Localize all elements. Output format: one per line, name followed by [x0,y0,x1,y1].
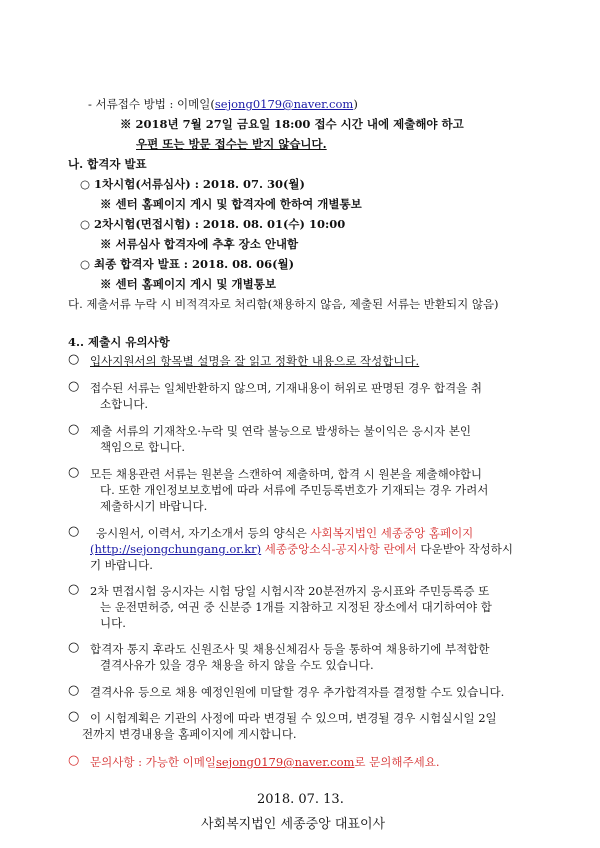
notice-item-3: 제출 서류의 기재착오·누락 및 연락 불능으로 발생하는 불이익은 응시자 본인 [90,424,471,438]
bullet-icon: ○ [68,352,80,367]
notice-item-5-text: 응시원서, 이력서, 자기소개서 등의 양식은 [96,526,311,540]
submission-method [88,96,358,112]
notice-item-5-cont2: 기 바랍니다. [90,558,153,572]
homepage-url-link[interactable]: (http://sejongchungang.or.kr) [90,542,262,556]
homepage-name: 사회복지법인 세종중앙 홈페이지 [310,526,474,540]
inquiry-suffix: 로 문의해주세요. [354,755,440,769]
document-date: 2018. 07. 13. [257,792,344,807]
notice-item-3-cont: 책임으로 합니다. [100,440,186,454]
final-schedule: ○ 최종 합격자 발표 : 2018. 08. 06(월) [80,257,295,271]
inquiry-line [90,754,439,770]
notice-board-path: 세종중앙소식-공지사항 란에서 [261,542,417,556]
bullet-icon: ○ [68,683,80,698]
notice-item-6-cont1: 는 운전면허증, 여권 중 신분증 1개를 지참하고 지정된 장소에서 대기하여야 합 [100,600,492,614]
bullet-icon: ○ [68,465,80,480]
round1-note: ※ 센터 홈페이지 게시 및 합격자에 한하여 개별통보 [100,197,362,211]
submission-method-suffix: ) [353,97,358,111]
bullet-icon: ○ [68,753,80,768]
final-note: ※ 센터 홈페이지 게시 및 개별통보 [100,277,276,291]
submission-method-prefix: - 서류접수 방법 : 이메일( [88,97,215,111]
bullet-icon: ○ [68,379,80,394]
inquiry-prefix: 문의사항 : 가능한 이메일 [90,755,216,769]
notice-item-5 [96,525,473,541]
deadline-note: ※ 2018년 7월 27일 금요일 18:00 접수 시간 내에 제출해야 하고 [120,117,464,131]
notice-item-8: 결격사유 등으로 채용 예정인원에 미달할 경우 추가합격자를 결정할 수도 있습니다. [90,685,505,699]
notice-item-5-tail: 다운받아 작성하시 [416,542,513,556]
announce-heading: 나. 합격자 발표 [68,157,147,171]
bullet-icon: ○ [68,582,80,597]
notice-item-2-cont: 소합니다. [100,397,149,411]
notice-item-1: 입사지원서의 항목별 설명을 잘 읽고 정확한 내용으로 작성합니다. [90,354,420,368]
notice-item-9: 이 시험계획은 기관의 사정에 따라 변경될 수 있으며, 변경될 경우 시험실시일 2일 [90,711,497,725]
round2-schedule: ○ 2차시험(면접시험) : 2018. 08. 01(수) 10:00 [80,217,346,231]
missing-docs-note: 다. 제출서류 누락 시 비적격자로 처리함(채용하지 않음, 제출된 서류는 반환되지 않음) [68,297,499,311]
notice-item-2: 접수된 서류는 일체반환하지 않으며, 기재내용이 허위로 판명된 경우 합격을 취 [90,381,483,395]
round1-schedule: ○ 1차시험(서류심사) : 2018. 07. 30(월) [80,177,305,191]
inquiry-email-link[interactable]: sejong0179@naver.com [215,755,355,769]
bullet-icon: ○ [68,524,80,539]
section4-heading: 4.. 제출시 유의사항 [68,335,170,349]
notice-item-4-cont1: 다. 또한 개인정보보호법에 따라 서류에 주민등록번호가 기재되는 경우 가려서 [100,483,489,497]
no-visit-note: 우편 또는 방문 접수는 받지 않습니다. [136,137,327,151]
notice-item-4-cont2: 제출하시기 바랍니다. [100,499,208,513]
submission-email-link[interactable]: sejong0179@naver.com [214,97,354,111]
notice-item-6-cont2: 니다. [100,616,126,630]
notice-item-7: 합격자 통지 후라도 신원조사 및 채용신체검사 등을 통하여 채용하기에 부적합한 [90,642,490,656]
notice-item-6: 2차 면접시험 응시자는 시험 당일 시험시작 20분전까지 응시표와 주민등록증 또 [90,584,490,598]
round2-note: ※ 서류심사 합격자에 추후 장소 안내함 [100,237,299,251]
notice-item-7-cont: 결격사유가 있을 경우 채용을 하지 않을 수도 있습니다. [100,658,374,672]
notice-item-5-cont [90,541,513,557]
notice-item-4: 모든 채용관련 서류는 원본을 스캔하여 제출하며, 합격 시 원본을 제출해야합니 [90,467,483,481]
signature-line: 사회복지법인 세종중앙 대표이사 [201,817,386,832]
bullet-icon: ○ [68,422,80,437]
bullet-icon: ○ [68,709,80,724]
bullet-icon: ○ [68,640,80,655]
notice-item-9-cont: 전까지 변경내용을 홈페이지에 게시합니다. [82,727,297,741]
